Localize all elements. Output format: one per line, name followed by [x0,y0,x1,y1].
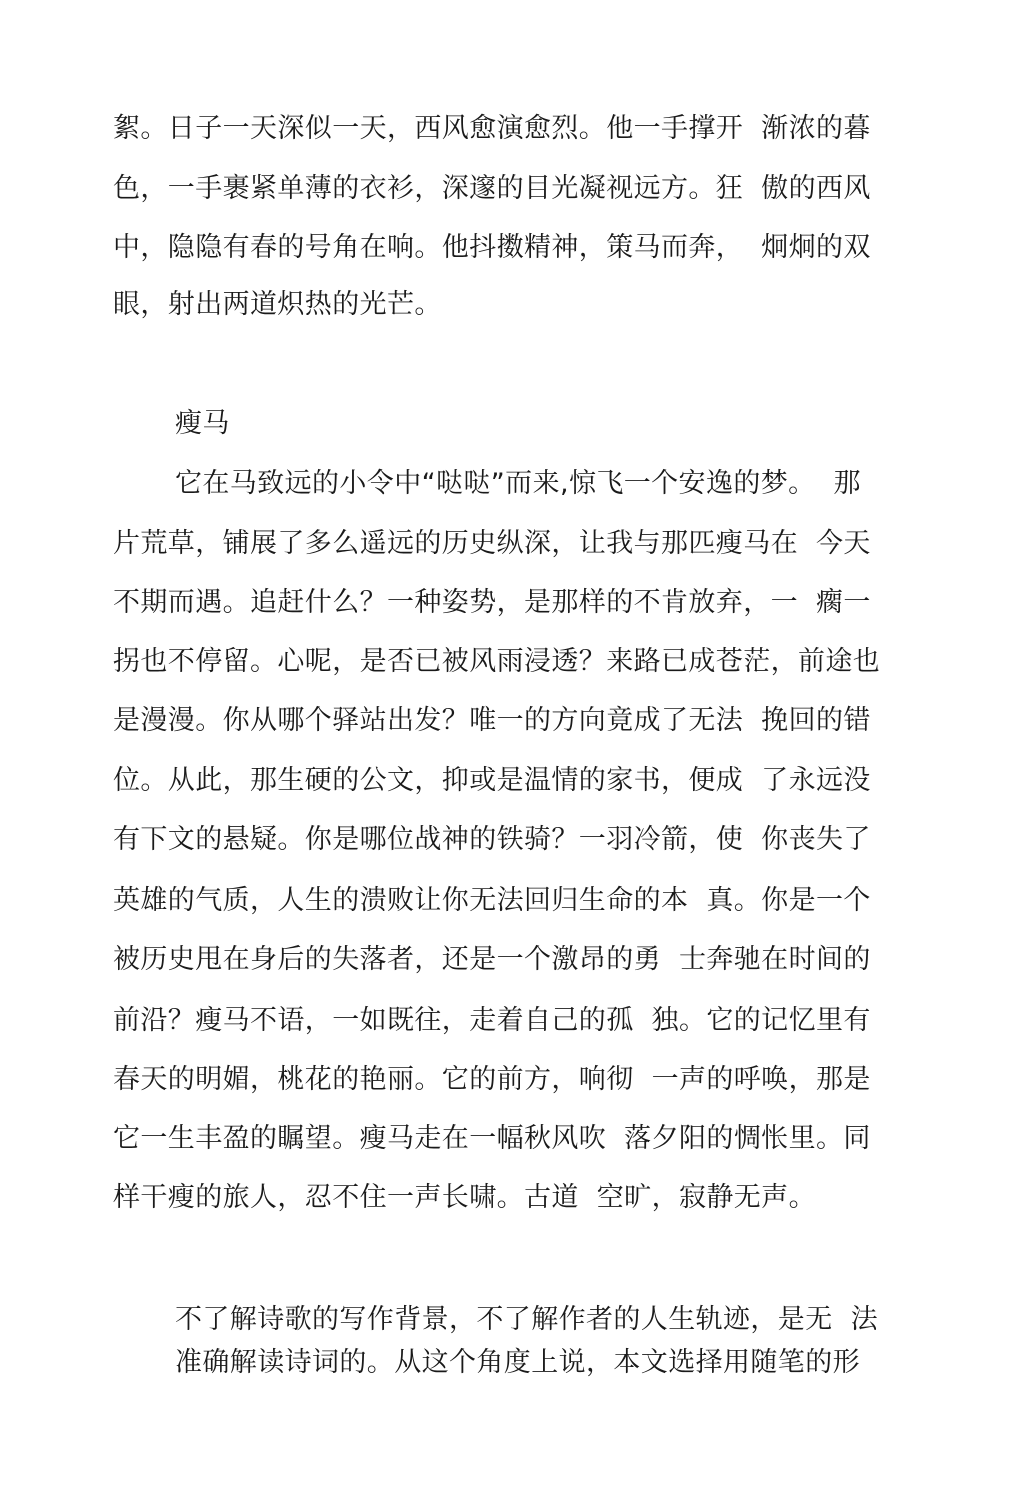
paragraph-line: 有下文的悬疑。你是哪位战神的铁骑？一羽冷箭，使 你丧失了 [113,824,871,855]
paragraph-line: 它在马致远的小令中“哒哒”而来,惊飞一个安逸的梦。 那 [175,468,861,499]
paragraph-line: 眼，射出两道炽热的光芒。 [113,289,442,320]
paragraph-line: 不了解诗歌的写作背景，不了解作者的人生轨迹，是无 法 [175,1304,878,1335]
paragraph-line: 春天的明媚，桃花的艳丽。它的前方，响彻 一声的呼唤，那是 [113,1064,871,1095]
paragraph-line: 英雄的气质，人生的溃败让你无法回归生命的本 真。你是一个 [113,885,871,916]
paragraph-line: 中，隐隐有春的号角在响。他抖擞精神，策马而奔， 炯炯的双 [113,232,871,263]
paragraph-line: 位。从此，那生硬的公文，抑或是温情的家书，便成 了永远没 [113,765,871,796]
paragraph-line: 前沿？瘦马不语，一如既往，走着自己的孤 独。它的记忆里有 [113,1005,871,1036]
section-heading: 瘦马 [175,408,230,439]
paragraph-line: 色，一手裹紧单薄的衣衫，深邃的目光凝视远方。狂 傲的西风 [113,173,871,204]
paragraph-line: 片荒草，铺展了多么遥远的历史纵深，让我与那匹瘦马在 今天 [113,528,871,559]
paragraph-line: 絮。日子一天深似一天，西风愈演愈烈。他一手撑开 渐浓的暮 [113,113,871,144]
paragraph-line: 不期而遇。追赶什么？一种姿势，是那样的不肯放弃，一 瘸一 [113,587,871,618]
paragraph-line: 它一生丰盈的瞩望。瘦马走在一幅秋风吹 落夕阳的惆怅里。同 [113,1123,871,1154]
paragraph-line: 样干瘦的旅人，忍不住一声长啸。古道 空旷，寂静无声。 [113,1182,816,1213]
paragraph-line: 是漫漫。你从哪个驿站出发？唯一的方向竟成了无法 挽回的错 [113,705,871,736]
paragraph-line: 拐也不停留。心呢，是否已被风雨浸透？来路已成苍茫，前途也 [113,646,881,677]
paragraph-line: 被历史甩在身后的失落者，还是一个激昂的勇 士奔驰在时间的 [113,944,871,975]
paragraph-line: 准确解读诗词的。从这个角度上说，本文选择用随笔的形 [175,1347,860,1378]
